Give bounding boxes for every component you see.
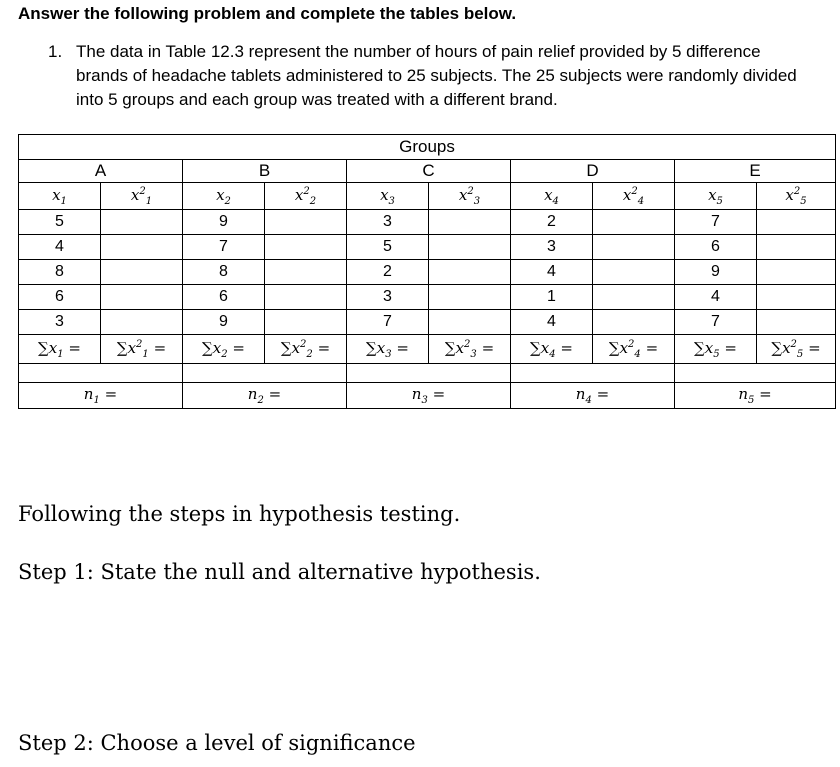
var-index: 4 bbox=[552, 195, 559, 207]
var-symbol: x bbox=[785, 185, 794, 204]
spacer-cell bbox=[675, 364, 836, 383]
x-value-cell: 3 bbox=[19, 310, 101, 335]
x-squared-blank-cell bbox=[429, 310, 511, 335]
equals-sign: = bbox=[724, 338, 737, 357]
equals-sign: = bbox=[317, 338, 331, 357]
n-variable bbox=[247, 385, 264, 406]
square-exponent: 2 bbox=[631, 185, 638, 197]
sample-size-cell bbox=[511, 383, 675, 409]
n-index: 2 bbox=[257, 395, 264, 406]
spacer-cell bbox=[347, 364, 511, 383]
var-symbol: x bbox=[704, 338, 714, 357]
x-value-cell: 4 bbox=[511, 310, 593, 335]
equals-sign: = bbox=[68, 338, 81, 357]
x-squared-blank-cell bbox=[101, 210, 183, 235]
var-index: 3 bbox=[470, 348, 477, 360]
sum-x-squared-cell bbox=[757, 335, 836, 364]
equals-sign: = bbox=[232, 338, 245, 357]
sum-x-squared-cell bbox=[265, 335, 347, 364]
n-symbol: n bbox=[83, 385, 94, 403]
var-symbol: x bbox=[130, 185, 140, 204]
sum-symbol: ∑ bbox=[771, 338, 783, 357]
var-symbol: x bbox=[544, 185, 553, 204]
sum-x-cell bbox=[511, 335, 593, 364]
sample-size-cell bbox=[19, 383, 183, 409]
sum-x-cell bbox=[347, 335, 429, 364]
x-squared-variable bbox=[291, 338, 313, 360]
square-exponent: 2 bbox=[464, 338, 471, 350]
x-variable bbox=[216, 185, 231, 207]
x-variable bbox=[48, 338, 64, 360]
x-value-cell: 1 bbox=[511, 285, 593, 310]
group-letter-2: C bbox=[347, 160, 511, 183]
x-squared-variable bbox=[455, 338, 477, 360]
x-squared-header bbox=[429, 183, 511, 210]
var-index: 3 bbox=[385, 348, 392, 360]
var-symbol: x bbox=[294, 185, 304, 204]
equals-sign: = bbox=[268, 385, 282, 403]
x-squared-blank-cell bbox=[265, 260, 347, 285]
x-value-cell: 6 bbox=[19, 285, 101, 310]
x-squared-variable bbox=[622, 185, 645, 207]
sum-symbol: ∑ bbox=[202, 338, 213, 357]
equals-sign: = bbox=[759, 385, 772, 403]
x-squared-header bbox=[265, 183, 347, 210]
spacer-cell bbox=[511, 364, 675, 383]
x-squared-variable bbox=[127, 338, 149, 360]
n-variable bbox=[83, 385, 100, 406]
square-exponent: 2 bbox=[793, 185, 801, 197]
equals-sign: = bbox=[560, 338, 573, 357]
x-squared-variable bbox=[294, 185, 317, 207]
x-squared-blank-cell bbox=[593, 260, 675, 285]
var-index: 4 bbox=[634, 348, 641, 360]
spacer-row bbox=[19, 364, 836, 383]
n-index: 5 bbox=[747, 395, 755, 406]
x-value-cell: 2 bbox=[511, 210, 593, 235]
x-header bbox=[19, 183, 101, 210]
n-symbol: n bbox=[247, 385, 258, 403]
x-value-cell: 4 bbox=[19, 235, 101, 260]
x-value-cell: 8 bbox=[19, 260, 101, 285]
var-symbol: x bbox=[458, 185, 468, 204]
table-row bbox=[19, 235, 836, 260]
var-index: 2 bbox=[306, 348, 313, 360]
x-value-cell: 7 bbox=[675, 210, 757, 235]
equals-sign: = bbox=[153, 338, 167, 357]
x-squared-blank-cell bbox=[757, 210, 836, 235]
x-squared-blank-cell bbox=[101, 235, 183, 260]
var-index: 5 bbox=[796, 348, 804, 360]
problem-number: 1. bbox=[48, 42, 63, 61]
x-header bbox=[675, 183, 757, 210]
sum-x-squared-cell bbox=[593, 335, 675, 364]
x-value-cell: 3 bbox=[511, 235, 593, 260]
sum-symbol: ∑ bbox=[280, 338, 292, 357]
var-symbol: x bbox=[455, 338, 465, 357]
x-squared-blank-cell bbox=[265, 235, 347, 260]
groups-header: Groups bbox=[19, 135, 836, 160]
n-symbol: n bbox=[738, 385, 748, 403]
x-variable bbox=[540, 338, 556, 360]
equals-sign: = bbox=[104, 385, 118, 403]
n-variable bbox=[738, 385, 755, 406]
step-1: Step 1: State the null and alternative hypothesis. bbox=[18, 560, 541, 584]
var-index: 5 bbox=[716, 195, 723, 207]
sample-size-cell bbox=[347, 383, 511, 409]
var-index: 2 bbox=[221, 348, 228, 360]
sum-x-squared-cell bbox=[101, 335, 183, 364]
var-symbol: x bbox=[127, 338, 137, 357]
x-squared-blank-cell bbox=[429, 235, 511, 260]
var-symbol: x bbox=[540, 338, 550, 357]
var-index: 5 bbox=[800, 195, 807, 207]
x-variable bbox=[704, 338, 720, 360]
var-symbol: x bbox=[291, 338, 301, 357]
x-squared-variable bbox=[782, 338, 804, 360]
square-exponent: 2 bbox=[303, 185, 310, 197]
problem-text: The data in Table 12.3 represent the number of hours of pain relief provided by 5 difference brands of headache tablets administered to 25 subjects. The 25 subjects were randomly divided into 5 groups and each group was treated with a different brand. bbox=[76, 42, 797, 109]
x-squared-variable bbox=[458, 185, 481, 207]
x-squared-blank-cell bbox=[429, 210, 511, 235]
n-index: 4 bbox=[585, 395, 592, 406]
data-table bbox=[18, 134, 836, 409]
x-squared-blank-cell bbox=[757, 310, 836, 335]
steps-intro: Following the steps in hypothesis testing. bbox=[18, 502, 461, 526]
x-value-cell: 6 bbox=[183, 285, 265, 310]
var-symbol: x bbox=[708, 185, 717, 204]
x-squared-blank-cell bbox=[265, 310, 347, 335]
square-exponent: 2 bbox=[467, 185, 474, 197]
sum-x-cell bbox=[19, 335, 101, 364]
var-index: 3 bbox=[388, 195, 395, 207]
sum-symbol: ∑ bbox=[366, 338, 377, 357]
x-squared-variable bbox=[619, 338, 641, 360]
group-letter-4: E bbox=[675, 160, 836, 183]
x-header bbox=[511, 183, 593, 210]
spacer-cell bbox=[183, 364, 347, 383]
x-header bbox=[183, 183, 265, 210]
x-squared-header bbox=[101, 183, 183, 210]
var-index: 4 bbox=[549, 348, 556, 360]
x-variable bbox=[212, 338, 228, 360]
sum-x-cell bbox=[675, 335, 757, 364]
n-symbol: n bbox=[411, 385, 422, 403]
sample-size-row bbox=[19, 383, 836, 409]
n-index: 1 bbox=[93, 395, 100, 406]
var-index: 1 bbox=[142, 348, 149, 360]
sum-symbol: ∑ bbox=[694, 338, 705, 357]
sum-symbol: ∑ bbox=[444, 338, 456, 357]
x-value-cell: 3 bbox=[347, 285, 429, 310]
sample-size-cell bbox=[675, 383, 836, 409]
square-exponent: 2 bbox=[790, 338, 797, 350]
x-variable bbox=[544, 185, 559, 207]
step-2: Step 2: Choose a level of significance bbox=[18, 731, 416, 755]
var-symbol: x bbox=[380, 185, 389, 204]
var-symbol: x bbox=[216, 185, 225, 204]
spacer-cell bbox=[19, 364, 183, 383]
x-squared-blank-cell bbox=[593, 210, 675, 235]
x-value-cell: 5 bbox=[19, 210, 101, 235]
x-value-cell: 9 bbox=[183, 310, 265, 335]
sum-symbol: ∑ bbox=[530, 338, 541, 357]
table-row bbox=[19, 260, 836, 285]
group-letter-0: A bbox=[19, 160, 183, 183]
x-variable bbox=[708, 185, 723, 207]
x-value-cell: 2 bbox=[347, 260, 429, 285]
square-exponent: 2 bbox=[300, 338, 307, 350]
var-index: 1 bbox=[57, 348, 64, 360]
x-value-cell: 9 bbox=[675, 260, 757, 285]
square-exponent: 2 bbox=[628, 338, 635, 350]
x-squared-blank-cell bbox=[101, 260, 183, 285]
x-squared-blank-cell bbox=[429, 260, 511, 285]
n-variable bbox=[575, 385, 592, 406]
n-symbol: n bbox=[575, 385, 586, 403]
x-value-cell: 3 bbox=[347, 210, 429, 235]
equals-sign: = bbox=[432, 385, 446, 403]
x-squared-blank-cell bbox=[265, 210, 347, 235]
group-letter-3: D bbox=[511, 160, 675, 183]
var-index: 5 bbox=[713, 348, 720, 360]
x-squared-blank-cell bbox=[593, 285, 675, 310]
sum-symbol: ∑ bbox=[608, 338, 620, 357]
n-index: 3 bbox=[421, 395, 428, 406]
x-value-cell: 6 bbox=[675, 235, 757, 260]
x-squared-variable bbox=[130, 185, 153, 207]
x-variable bbox=[376, 338, 392, 360]
equals-sign: = bbox=[396, 338, 409, 357]
sum-x-squared-cell bbox=[429, 335, 511, 364]
equals-sign: = bbox=[645, 338, 659, 357]
var-index: 2 bbox=[224, 195, 231, 207]
x-squared-blank-cell bbox=[593, 235, 675, 260]
table-row bbox=[19, 210, 836, 235]
var-symbol: x bbox=[782, 338, 791, 357]
sample-size-cell bbox=[183, 383, 347, 409]
x-value-cell: 4 bbox=[675, 285, 757, 310]
x-value-cell: 7 bbox=[347, 310, 429, 335]
x-value-cell: 8 bbox=[183, 260, 265, 285]
equals-sign: = bbox=[481, 338, 495, 357]
x-squared-blank-cell bbox=[265, 285, 347, 310]
table-row bbox=[19, 310, 836, 335]
x-value-cell: 4 bbox=[511, 260, 593, 285]
x-squared-blank-cell bbox=[593, 310, 675, 335]
square-exponent: 2 bbox=[136, 338, 143, 350]
x-squared-header bbox=[593, 183, 675, 210]
equals-sign: = bbox=[596, 385, 610, 403]
x-squared-blank-cell bbox=[429, 285, 511, 310]
x-header bbox=[347, 183, 429, 210]
square-exponent: 2 bbox=[139, 185, 146, 197]
var-index: 3 bbox=[473, 195, 481, 207]
sum-x-cell bbox=[183, 335, 265, 364]
x-squared-variable bbox=[785, 185, 807, 207]
table-row bbox=[19, 285, 836, 310]
x-variable bbox=[380, 185, 395, 207]
sum-row bbox=[19, 335, 836, 364]
sum-symbol: ∑ bbox=[38, 338, 49, 357]
var-index: 1 bbox=[145, 195, 153, 207]
x-value-cell: 5 bbox=[347, 235, 429, 260]
var-symbol: x bbox=[376, 338, 386, 357]
n-variable bbox=[411, 385, 428, 406]
var-index: 2 bbox=[309, 195, 317, 207]
group-letter-1: B bbox=[183, 160, 347, 183]
problem-statement bbox=[48, 40, 808, 112]
x-squared-blank-cell bbox=[101, 285, 183, 310]
var-symbol: x bbox=[52, 185, 61, 204]
x-squared-blank-cell bbox=[101, 310, 183, 335]
var-symbol: x bbox=[619, 338, 629, 357]
instructions-heading: Answer the following problem and complete the tables below. bbox=[18, 4, 517, 23]
equals-sign: = bbox=[808, 338, 821, 357]
x-value-cell: 9 bbox=[183, 210, 265, 235]
var-symbol: x bbox=[622, 185, 632, 204]
var-symbol: x bbox=[212, 338, 222, 357]
x-squared-blank-cell bbox=[757, 260, 836, 285]
x-variable bbox=[52, 185, 67, 207]
var-symbol: x bbox=[48, 338, 58, 357]
x-squared-blank-cell bbox=[757, 235, 836, 260]
sum-symbol: ∑ bbox=[116, 338, 128, 357]
x-value-cell: 7 bbox=[675, 310, 757, 335]
x-squared-blank-cell bbox=[757, 285, 836, 310]
var-index: 4 bbox=[637, 195, 645, 207]
x-value-cell: 7 bbox=[183, 235, 265, 260]
var-index: 1 bbox=[60, 195, 67, 207]
x-squared-header bbox=[757, 183, 836, 210]
